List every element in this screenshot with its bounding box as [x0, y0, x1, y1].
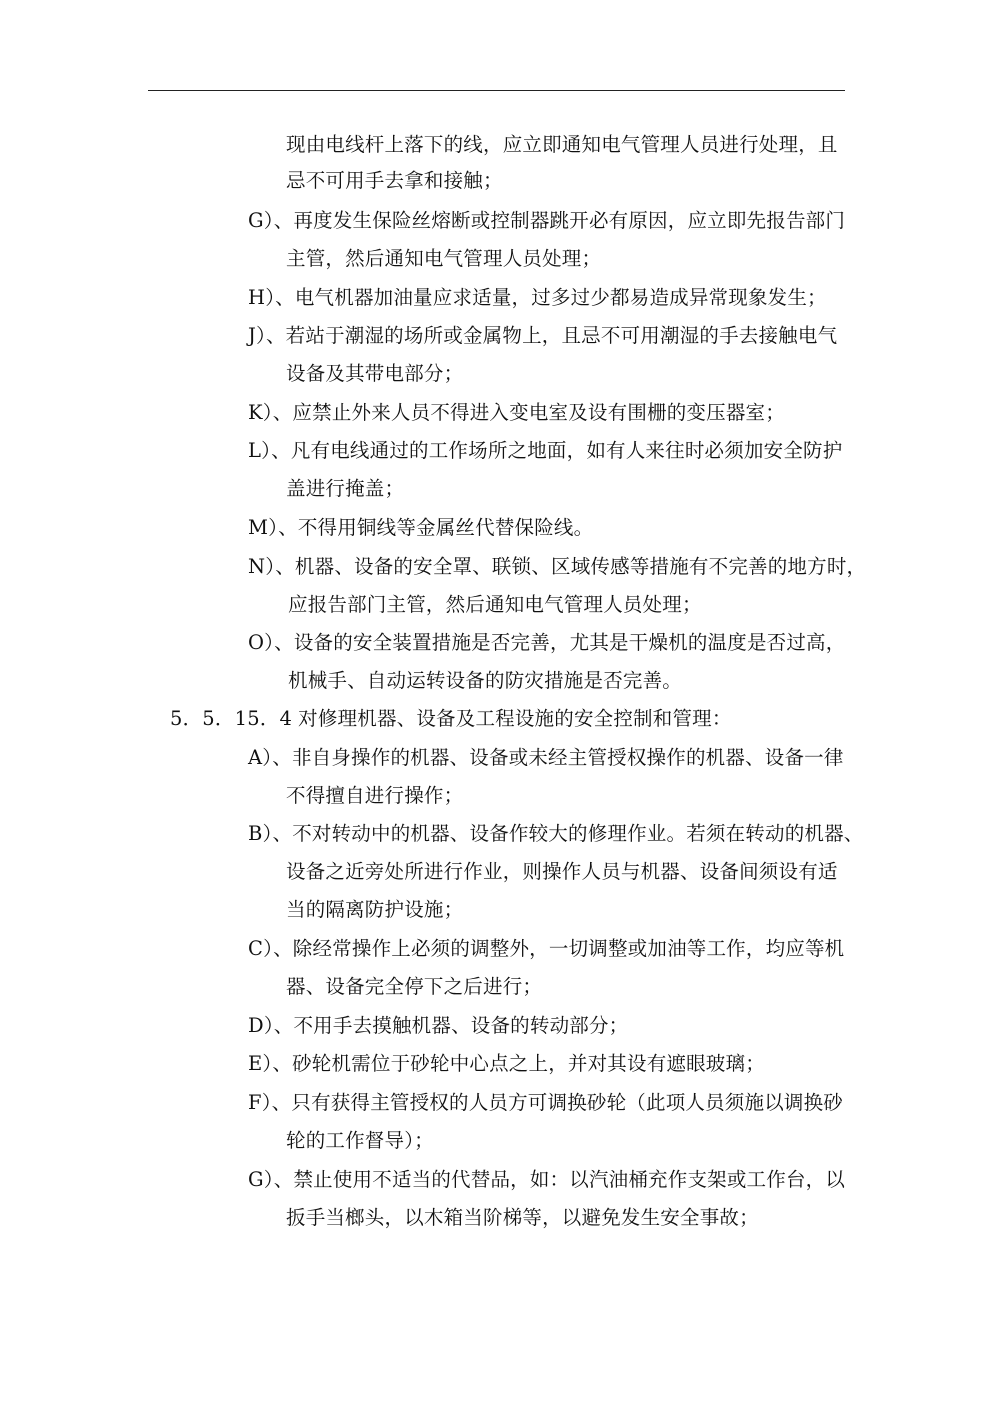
- paragraph-line: [286, 126, 838, 164]
- paragraph-line: [286, 853, 838, 891]
- line-text: 机械手、自动运转设备的防灾措施是否完善。: [288, 669, 683, 692]
- line-text: 设备之近旁处所进行作业，则操作人员与机器、设备间须设有适: [286, 860, 838, 883]
- line-text: 若站于潮湿的场所或金属物上，且忌不可用潮湿的手去接触电气: [285, 324, 838, 347]
- paragraph-line: [286, 968, 542, 1006]
- line-text: 砂轮机需位于砂轮中心点之上，并对其设有遮眼玻璃；: [292, 1052, 765, 1075]
- line-text: 盖进行掩盖；: [286, 477, 405, 500]
- line-text: 不用手去摸触机器、设备的转动部分；: [293, 1014, 629, 1037]
- list-marker: C）、: [248, 937, 293, 960]
- line-text: 器、设备完全停下之后进行；: [286, 975, 543, 998]
- line-text: 设备的安全装置措施是否完善，尤其是干燥机的温度是否过高，: [293, 631, 846, 654]
- line-text: 不得擅自进行操作；: [286, 784, 464, 807]
- line-text: 主管，然后通知电气管理人员处理；: [286, 247, 602, 270]
- line-text: 不对转动中的机器、设备作较大的修理作业。若须在转动的机器、: [292, 822, 864, 845]
- section-title: 对修理机器、设备及工程设施的安全控制和管理：: [298, 707, 732, 730]
- list-item: [248, 1007, 628, 1045]
- paragraph-line: [286, 777, 463, 815]
- line-text: 非自身操作的机器、设备或未经主管授权操作的机器、设备一律: [291, 746, 844, 769]
- paragraph-line: [286, 1199, 759, 1237]
- line-text: 除经常操作上必须的调整外，一切调整或加油等工作，均应等机: [292, 937, 845, 960]
- line-text: 电气机器加油量应求适量，过多过少都易造成异常现象发生；: [294, 286, 827, 309]
- line-text: 机器、设备的安全罩、联锁、区域传感等措施有不完善的地方时，: [294, 555, 867, 578]
- line-text: 再度发生保险丝熔断或控制器跳开必有原因，应立即先报告部门: [293, 209, 846, 232]
- line-text: 轮的工作督导）；: [286, 1129, 434, 1152]
- list-item: [248, 1161, 845, 1199]
- list-marker: D）、: [248, 1014, 294, 1037]
- list-marker: J）、: [248, 324, 286, 347]
- paragraph-line: [286, 891, 463, 929]
- list-marker: A）、: [248, 746, 292, 769]
- list-item: [248, 432, 842, 470]
- list-item: [248, 548, 866, 586]
- list-item: [248, 739, 844, 777]
- list-marker: N）、: [248, 555, 295, 578]
- list-item: [248, 509, 593, 547]
- paragraph-line: [286, 470, 404, 508]
- list-marker: B）、: [248, 822, 293, 845]
- line-text: 忌不可用手去拿和接触；: [286, 169, 503, 192]
- line-text: 设备及其带电部分；: [286, 362, 464, 385]
- list-item: [248, 624, 845, 662]
- paragraph-line: [288, 586, 702, 624]
- list-item: [248, 815, 864, 853]
- paragraph-line: [286, 162, 503, 200]
- list-item: [248, 202, 845, 240]
- paragraph-line: [286, 355, 463, 393]
- list-item: [248, 317, 837, 355]
- line-text: 凡有电线通过的工作场所之地面，如有人来往时必须加安全防护: [290, 439, 843, 462]
- list-marker: G）、: [248, 1168, 294, 1191]
- list-marker: M）、: [248, 516, 298, 539]
- list-marker: E）、: [248, 1052, 293, 1075]
- list-item: [248, 394, 785, 432]
- paragraph-line: [288, 662, 682, 700]
- list-item: [248, 279, 827, 317]
- line-text: 扳手当榔头，以木箱当阶梯等，以避免发生安全事故；: [286, 1206, 759, 1229]
- list-marker: G）、: [248, 209, 294, 232]
- section-number: 5．5．15．4: [170, 707, 293, 730]
- list-marker: O）、: [248, 631, 294, 654]
- list-marker: H）、: [248, 286, 295, 309]
- line-text: 现由电线杆上落下的线，应立即通知电气管理人员进行处理，且: [286, 133, 838, 156]
- line-text: 应报告部门主管，然后通知电气管理人员处理；: [288, 593, 702, 616]
- header-rule: [148, 90, 845, 91]
- list-item: [248, 1084, 843, 1122]
- line-text: 禁止使用不适当的代替品，如：以汽油桶充作支架或工作台，以: [293, 1168, 846, 1191]
- section-heading: [170, 700, 732, 738]
- paragraph-line: [286, 240, 601, 278]
- list-marker: K）、: [248, 401, 293, 424]
- line-text: 应禁止外来人员不得进入变电室及设有围栅的变压器室；: [292, 401, 785, 424]
- line-text: 不得用铜线等金属丝代替保险线。: [297, 516, 594, 539]
- paragraph-line: [286, 1122, 434, 1160]
- list-item: [248, 1045, 765, 1083]
- line-text: 只有获得主管授权的人员方可调换砂轮（此项人员须施以调换砂: [291, 1091, 843, 1114]
- line-text: 当的隔离防护设施；: [286, 898, 464, 921]
- list-marker: F）、: [248, 1091, 292, 1114]
- list-item: [248, 930, 844, 968]
- list-marker: L）、: [248, 439, 291, 462]
